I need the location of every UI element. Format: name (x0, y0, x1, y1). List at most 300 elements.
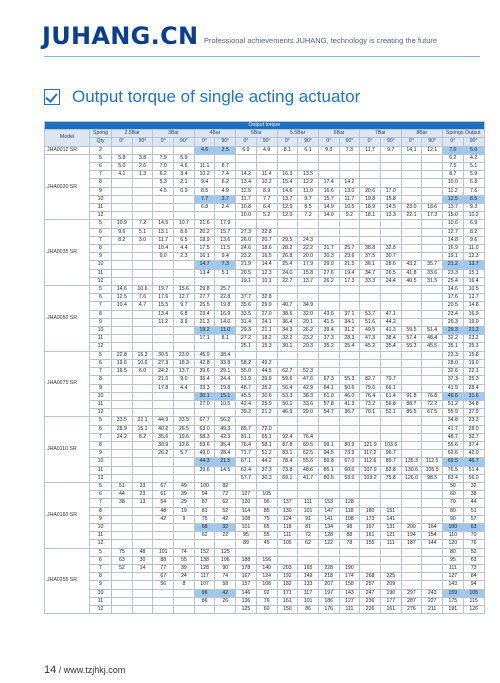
torque-cell (298, 491, 319, 499)
torque-cell: 92 (256, 589, 277, 597)
spring-qty-cell: 11 (90, 269, 112, 277)
torque-cell (318, 425, 339, 433)
torque-cell: 23.6 (339, 253, 360, 261)
torque-cell: 30.3 (318, 253, 339, 261)
torque-cell: 158 (339, 581, 360, 589)
torque-cell: 12.6 (174, 441, 195, 449)
torque-cell (215, 474, 236, 482)
torque-cell: 87 (194, 499, 215, 507)
torque-cell (360, 294, 381, 302)
torque-cell: 36.1 (360, 261, 381, 269)
torque-cell: 4.9 (256, 146, 277, 154)
torque-cell: 89.7 (380, 458, 401, 466)
torque-cell (256, 548, 277, 556)
torque-cell: 31.7 (318, 245, 339, 253)
torque-cell (380, 220, 401, 228)
torque-cell (401, 253, 422, 261)
torque-cell: 76.4 (298, 433, 319, 441)
torque-cell: 7.6 (132, 294, 153, 302)
torque-cell (132, 605, 153, 613)
torque-cell: 161 (380, 605, 401, 613)
model-cell: JHA0255 SR (45, 548, 90, 614)
table-row (45, 286, 485, 294)
torque-cell: 19.6 (112, 359, 133, 367)
torque-cell: 22.1 (463, 368, 484, 376)
torque-cell (153, 269, 174, 277)
torque-cell: 32.7 (463, 433, 484, 441)
torque-cell: 154 (422, 532, 443, 540)
table-row (45, 458, 485, 466)
torque-cell (380, 236, 401, 244)
torque-cell: 25.4 (277, 261, 298, 269)
torque-cell: 101 (236, 523, 257, 531)
torque-cell: 17.3 (339, 277, 360, 285)
torque-cell: 22.8 (112, 351, 133, 359)
torque-cell: 91.8 (401, 392, 422, 400)
torque-cell: 29 (174, 499, 195, 507)
torque-cell: 4.5 (153, 187, 174, 195)
torque-cell: 236 (360, 597, 381, 605)
torque-cell: 11.7 (236, 195, 257, 203)
torque-cell: 131 (380, 523, 401, 531)
torque-cell: 197 (318, 589, 339, 597)
torque-cell: 22.1 (132, 417, 153, 425)
torque-cell: 85 (256, 507, 277, 515)
torque-cell (153, 343, 174, 351)
torque-cell: 152 (194, 548, 215, 556)
torque-cell: 117 (194, 573, 215, 581)
torque-cell: 14.6 (112, 286, 133, 294)
torque-cell: 13.5 (298, 171, 319, 179)
torque-cell: 39.4 (318, 327, 339, 335)
table-row (45, 532, 485, 540)
torque-cell: 174 (339, 573, 360, 581)
torque-cell: 12.3 (463, 253, 484, 261)
spring-qty-cell: 8 (90, 310, 112, 318)
torque-cell: 7.6 (463, 187, 484, 195)
torque-cell (401, 573, 422, 581)
torque-cell: 69.5 (298, 441, 319, 449)
torque-cell: 24.4 (380, 277, 401, 285)
torque-cell (360, 433, 381, 441)
torque-cell: 35.2 (318, 343, 339, 351)
torque-cell: 10.0 (443, 179, 464, 187)
torque-cell: 28.4 (215, 450, 236, 458)
torque-cell: 32.8 (256, 294, 277, 302)
torque-cell: 6.2 (215, 179, 236, 187)
torque-cell: 19.7 (153, 286, 174, 294)
torque-cell: 51.2 (256, 450, 277, 458)
torque-cell: 62 (194, 532, 215, 540)
torque-cell (174, 261, 195, 269)
torque-cell (174, 269, 195, 277)
torque-cell: 12.7 (174, 294, 195, 302)
torque-cell: 7.2 (298, 212, 319, 220)
torque-cell (112, 523, 133, 531)
table-top-header: Output torque (45, 122, 485, 130)
torque-cell (174, 409, 195, 417)
output-torque-table (44, 121, 485, 614)
torque-cell: 55 (174, 556, 195, 564)
torque-cell: 27.7 (194, 294, 215, 302)
table-row (45, 261, 485, 269)
torque-cell (174, 458, 195, 466)
torque-cell: 42 (215, 589, 236, 597)
torque-cell (132, 507, 153, 515)
torque-cell: 110 (443, 532, 464, 540)
torque-cell: 20.2 (194, 228, 215, 236)
torque-cell: 157 (236, 581, 257, 589)
torque-cell: 9.6 (112, 228, 133, 236)
torque-cell: 6.8 (174, 310, 195, 318)
torque-cell: 75 (194, 515, 215, 523)
torque-cell: 103.6 (380, 441, 401, 449)
torque-cell (215, 540, 236, 548)
torque-cell: 74 (215, 573, 236, 581)
table-row (45, 204, 485, 212)
torque-cell: 23.4 (194, 310, 215, 318)
torque-cell: 42.4 (236, 400, 257, 408)
torque-cell: 49 (174, 482, 195, 490)
torque-cell: 13.6 (215, 236, 236, 244)
torque-cell (132, 532, 153, 540)
torque-cell (215, 154, 236, 162)
torque-cell (318, 286, 339, 294)
torque-cell (153, 212, 174, 220)
torque-cell (132, 327, 153, 335)
torque-cell: 39.2 (236, 409, 257, 417)
torque-cell: 44.2 (380, 318, 401, 326)
torque-cell: 3.4 (174, 171, 195, 179)
torque-cell (298, 163, 319, 171)
torque-cell (360, 564, 381, 572)
torque-cell: 35.4 (215, 441, 236, 449)
torque-cell: 15.4 (277, 179, 298, 187)
torque-cell (277, 220, 298, 228)
torque-cell: 144 (422, 540, 443, 548)
torque-cell: 89 (236, 540, 257, 548)
torque-cell: 69.5 (443, 458, 464, 466)
section-title: Output torque of single acting actuator (72, 87, 361, 106)
torque-cell (194, 212, 215, 220)
torque-cell: 46.9 (277, 409, 298, 417)
torque-cell (277, 294, 298, 302)
torque-cell: 111 (339, 605, 360, 613)
torque-cell: 23.0 (401, 204, 422, 212)
torque-cell: 17.9 (215, 220, 236, 228)
torque-cell: 37.1 (339, 310, 360, 318)
table-body (45, 146, 485, 614)
spring-qty-cell: 8 (90, 573, 112, 581)
torque-cell (401, 491, 422, 499)
torque-cell: 87.8 (277, 441, 298, 449)
torque-cell: 37.5 (360, 253, 381, 261)
torque-cell: 14.2 (236, 171, 257, 179)
torque-cell: 6.8 (463, 179, 484, 187)
torque-cell: 58.1 (256, 441, 277, 449)
torque-cell (153, 195, 174, 203)
torque-cell: 32.6 (443, 368, 464, 376)
table-row (45, 409, 485, 417)
torque-cell: 44.9 (153, 417, 174, 425)
table-row (45, 556, 485, 564)
torque-cell: 15.1 (215, 392, 236, 400)
torque-cell (339, 154, 360, 162)
torque-cell: 6.5 (174, 236, 195, 244)
torque-cell: 24.2 (153, 368, 174, 376)
torque-cell: 12.7 (463, 294, 484, 302)
torque-cell (318, 236, 339, 244)
torque-cell: 32.8 (380, 245, 401, 253)
torque-cell (318, 163, 339, 171)
torque-cell: 151 (380, 507, 401, 515)
torque-cell: 11.1 (194, 163, 215, 171)
torque-cell (401, 154, 422, 162)
torque-cell (339, 548, 360, 556)
torque-cell: 62.4 (236, 466, 257, 474)
torque-cell (380, 482, 401, 490)
torque-cell (318, 228, 339, 236)
torque-cell: 58.2 (236, 359, 257, 367)
torque-cell: 22.8 (215, 294, 236, 302)
torque-cell: 26 (215, 597, 236, 605)
table-row (45, 187, 485, 195)
torque-cell: 31.4 (236, 318, 257, 326)
torque-cell: 11.4 (256, 171, 277, 179)
torque-cell: 26.2 (153, 450, 174, 458)
torque-cell: 23.2 (298, 335, 319, 343)
torque-cell (401, 294, 422, 302)
torque-cell (339, 417, 360, 425)
torque-cell: 76.5 (443, 466, 464, 474)
torque-cell: 13.7 (277, 195, 298, 203)
torque-cell: 8.2 (463, 228, 484, 236)
torque-cell: 117.2 (360, 450, 381, 458)
torque-cell: 6.0 (132, 368, 153, 376)
torque-cell: 161 (277, 597, 298, 605)
torque-cell: 51 (463, 507, 484, 515)
torque-cell (422, 195, 443, 203)
torque-cell (174, 392, 195, 400)
torque-cell: 107.9 (360, 466, 381, 474)
table-row (45, 573, 485, 581)
angle-header: 0° (401, 138, 422, 146)
torque-cell (112, 310, 133, 318)
torque-cell: 88 (339, 532, 360, 540)
torque-cell: 175 (443, 597, 464, 605)
torque-cell: 59.5 (401, 327, 422, 335)
torque-cell (112, 597, 133, 605)
torque-cell: 37.3 (256, 466, 277, 474)
torque-cell (174, 589, 195, 597)
spring-qty-cell: 5 (90, 417, 112, 425)
torque-table-wrapper (44, 121, 484, 614)
torque-cell (194, 154, 215, 162)
torque-cell (422, 228, 443, 236)
spring-qty-cell: 11 (90, 204, 112, 212)
torque-cell (153, 335, 174, 343)
torque-cell (277, 417, 298, 425)
table-row (45, 491, 485, 499)
torque-cell: 60 (256, 605, 277, 613)
table-row (45, 269, 485, 277)
torque-cell (132, 474, 153, 482)
torque-cell: 17.3 (422, 212, 443, 220)
torque-cell: 57.7 (236, 474, 257, 482)
torque-cell (318, 368, 339, 376)
angle-header: 0° (236, 138, 257, 146)
torque-cell (132, 400, 153, 408)
spring-qty-cell: 2 (90, 146, 112, 154)
torque-cell: 76.4 (236, 441, 257, 449)
torque-cell: 63 (463, 556, 484, 564)
torque-cell: 16.9 (215, 310, 236, 318)
torque-cell (132, 204, 153, 212)
torque-cell (298, 294, 319, 302)
torque-cell: 10.2 (194, 171, 215, 179)
torque-cell: 41.8 (401, 269, 422, 277)
torque-cell: 42 (153, 515, 174, 523)
torque-cell (298, 220, 319, 228)
torque-cell (422, 236, 443, 244)
torque-cell: 190 (339, 564, 360, 572)
torque-cell: 49.0 (194, 450, 215, 458)
torque-cell (132, 269, 153, 277)
table-row (45, 146, 485, 154)
spring-qty-cell: 11 (90, 532, 112, 540)
torque-cell: 3.7 (215, 195, 236, 203)
spring-qty-cell: 8 (90, 179, 112, 187)
torque-cell (360, 417, 381, 425)
torque-cell (422, 425, 443, 433)
table-row (45, 154, 485, 162)
torque-cell: 90 (443, 515, 464, 523)
torque-cell (215, 605, 236, 613)
torque-cell: 37.9 (463, 409, 484, 417)
torque-cell (422, 556, 443, 564)
torque-cell (153, 597, 174, 605)
torque-cell: 120 (443, 540, 464, 548)
torque-cell: 30.1 (277, 343, 298, 351)
spring-qty-cell: 10 (90, 458, 112, 466)
torque-cell (112, 573, 133, 581)
torque-cell: 33.3 (360, 277, 381, 285)
torque-cell (112, 195, 133, 203)
torque-cell: 80.5 (318, 474, 339, 482)
torque-cell: 56.4 (277, 384, 298, 392)
torque-cell: 8.5 (298, 204, 319, 212)
table-row (45, 589, 485, 597)
torque-cell: 72.2 (422, 400, 443, 408)
torque-cell: 5.2 (256, 212, 277, 220)
torque-cell: 8.5 (194, 187, 215, 195)
torque-cell: 209 (380, 581, 401, 589)
torque-cell: 28.2 (277, 245, 298, 253)
torque-cell: 22 (215, 532, 236, 540)
torque-cell (112, 515, 133, 523)
torque-cell (422, 294, 443, 302)
torque-cell (401, 499, 422, 507)
torque-cell: 56 (153, 581, 174, 589)
torque-cell: 17.1 (194, 335, 215, 343)
table-row (45, 327, 485, 335)
torque-cell: 29.3 (236, 327, 257, 335)
torque-cell: 182 (277, 581, 298, 589)
torque-cell: 35.1 (443, 343, 464, 351)
table-row (45, 351, 485, 359)
torque-cell (360, 425, 381, 433)
torque-cell: 247 (360, 589, 381, 597)
table-row (45, 195, 485, 203)
pressure-header: 5Bar (236, 130, 277, 138)
spring-qty-cell: 11 (90, 466, 112, 474)
spring-qty-cell: 8 (90, 507, 112, 515)
torque-cell: 15.1 (132, 425, 153, 433)
table-row (45, 540, 485, 548)
torque-cell: 23.3 (443, 351, 464, 359)
spring-qty-cell: 7 (90, 368, 112, 376)
torque-cell: 4.6 (194, 146, 215, 154)
torque-cell (112, 335, 133, 343)
torque-cell: 38.3 (298, 392, 319, 400)
torque-cell: 9.2 (339, 212, 360, 220)
torque-cell (256, 163, 277, 171)
torque-cell (339, 171, 360, 179)
torque-cell (401, 236, 422, 244)
spring-qty-cell: 6 (90, 491, 112, 499)
torque-cell (174, 343, 195, 351)
torque-cell: 140 (256, 564, 277, 572)
table-row (45, 359, 485, 367)
table-row (45, 392, 485, 400)
torque-cell: 5.0 (112, 163, 133, 171)
torque-cell: 10.6 (132, 359, 153, 367)
torque-cell: 16.4 (463, 277, 484, 285)
table-row (45, 253, 485, 261)
torque-cell: 39.6 (194, 368, 215, 376)
torque-cell: 200 (401, 523, 422, 531)
torque-cell (112, 532, 133, 540)
torque-cell: 161 (360, 532, 381, 540)
torque-cell: 54.7 (318, 409, 339, 417)
pressure-header: 4Bar (194, 130, 235, 138)
torque-cell: 112.6 (360, 458, 381, 466)
model-cell: JHA0012 SR (45, 146, 90, 154)
torque-cell: 24.3 (298, 236, 319, 244)
torque-cell: 107 (194, 581, 215, 589)
torque-cell (422, 163, 443, 171)
spring-qty-cell: 9 (90, 384, 112, 392)
torque-cell: 9.3 (318, 146, 339, 154)
spring-qty-cell: 10 (90, 195, 112, 203)
torque-cell: 22.8 (256, 228, 277, 236)
torque-cell: 105 (277, 540, 298, 548)
torque-cell: 112.5 (422, 458, 443, 466)
torque-cell: 30.6 (256, 392, 277, 400)
torque-cell (153, 146, 174, 154)
spring-qty-cell: 10 (90, 392, 112, 400)
torque-cell: 100 (194, 482, 215, 490)
torque-cell (236, 154, 257, 162)
torque-cell (236, 286, 257, 294)
torque-cell (153, 204, 174, 212)
spring-qty-cell: 7 (90, 236, 112, 244)
torque-cell: 63.0 (194, 425, 215, 433)
table-row (45, 417, 485, 425)
torque-cell (401, 310, 422, 318)
torque-cell: 218 (318, 573, 339, 581)
torque-cell: 19.0 (463, 318, 484, 326)
